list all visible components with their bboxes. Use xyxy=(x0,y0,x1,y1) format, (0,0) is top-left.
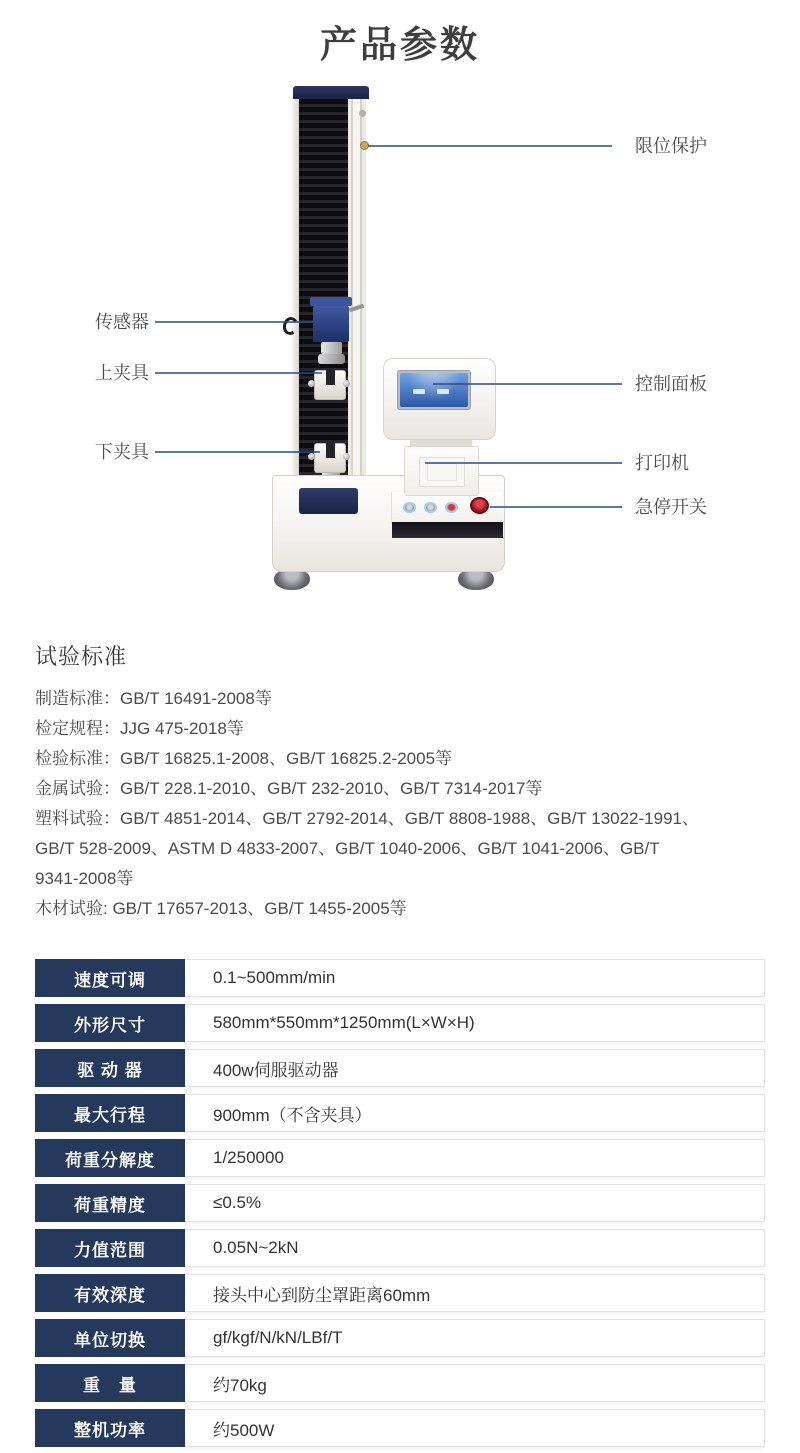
standards-line: 木材试验: GB/T 17657-2013、GB/T 1455-2005等 xyxy=(35,899,407,918)
spec-value: ≤0.5% xyxy=(185,1184,765,1222)
standards-line: 9341-2008等 xyxy=(35,869,134,888)
page-title: 产品参数 xyxy=(320,24,480,65)
spec-value: 0.05N~2kN xyxy=(185,1229,765,1267)
spec-label: 整机功率 xyxy=(35,1409,185,1447)
spec-label: 荷重精度 xyxy=(35,1184,185,1222)
callout-sensor: 传感器 xyxy=(95,312,149,332)
spec-row xyxy=(35,1319,765,1357)
spec-value: 约500W xyxy=(185,1409,765,1447)
spec-label: 有效深度 xyxy=(35,1274,185,1312)
spec-row xyxy=(35,1094,765,1132)
spec-table xyxy=(35,959,765,1453)
spec-row xyxy=(35,1184,765,1222)
standards-line: 检定规程：JJG 475-2018等 xyxy=(35,719,244,738)
standards-line: GB/T 528-2009、ASTM D 4833-2007、GB/T 1040-2006、GB/T 1041-2006、GB/T xyxy=(35,839,660,858)
spec-label: 速度可调 xyxy=(35,959,185,997)
spec-row xyxy=(35,1139,765,1177)
standards-line: 检验标准：GB/T 16825.1-2008、GB/T 16825.2-2005等 xyxy=(35,749,453,768)
callout-printer: 打印机 xyxy=(635,453,689,473)
spec-label: 单位切换 xyxy=(35,1319,185,1357)
spec-label: 驱 动 器 xyxy=(35,1049,185,1087)
standards-line: 塑料试验：GB/T 4851-2014、GB/T 2792-2014、GB/T 8808-1988、GB/T 13022-1991、 xyxy=(35,809,699,828)
spec-value: 400w伺服驱动器 xyxy=(185,1049,765,1087)
standards-lines xyxy=(35,684,775,924)
spec-value: gf/kgf/N/kN/LBf/T xyxy=(185,1319,765,1357)
machine-figure xyxy=(0,70,800,625)
spec-value: 1/250000 xyxy=(185,1139,765,1177)
spec-label: 力值范围 xyxy=(35,1229,185,1267)
spec-label: 外形尺寸 xyxy=(35,1004,185,1042)
spec-row xyxy=(35,959,765,997)
spec-row xyxy=(35,1049,765,1087)
spec-value: 接头中心到防尘罩距离60mm xyxy=(185,1274,765,1312)
spec-label: 重 量 xyxy=(35,1364,185,1402)
standards-line: 金属试验：GB/T 228.1-2010、GB/T 232-2010、GB/T 7314-2017等 xyxy=(35,779,543,798)
standards-heading: 试验标准 xyxy=(35,644,128,669)
spec-row xyxy=(35,1274,765,1312)
spec-label: 荷重分解度 xyxy=(35,1139,185,1177)
spec-row xyxy=(35,1229,765,1267)
spec-row xyxy=(35,1409,765,1447)
spec-value: 900mm（不含夹具） xyxy=(185,1094,765,1132)
spec-row xyxy=(35,1004,765,1042)
callout-lower-clamp: 下夹具 xyxy=(95,442,149,462)
spec-value: 约70kg xyxy=(185,1364,765,1402)
callout-control-panel: 控制面板 xyxy=(635,374,707,394)
spec-label: 最大行程 xyxy=(35,1094,185,1132)
callout-upper-clamp: 上夹具 xyxy=(95,363,149,383)
spec-value: 580mm*550mm*1250mm(L×W×H) xyxy=(185,1004,765,1042)
standards-line: 制造标准：GB/T 16491-2008等 xyxy=(35,689,272,708)
spec-value: 0.1~500mm/min xyxy=(185,959,765,997)
callout-emergency-stop: 急停开关 xyxy=(635,497,707,517)
spec-row xyxy=(35,1364,765,1402)
callout-limit-protection: 限位保护 xyxy=(635,136,707,156)
